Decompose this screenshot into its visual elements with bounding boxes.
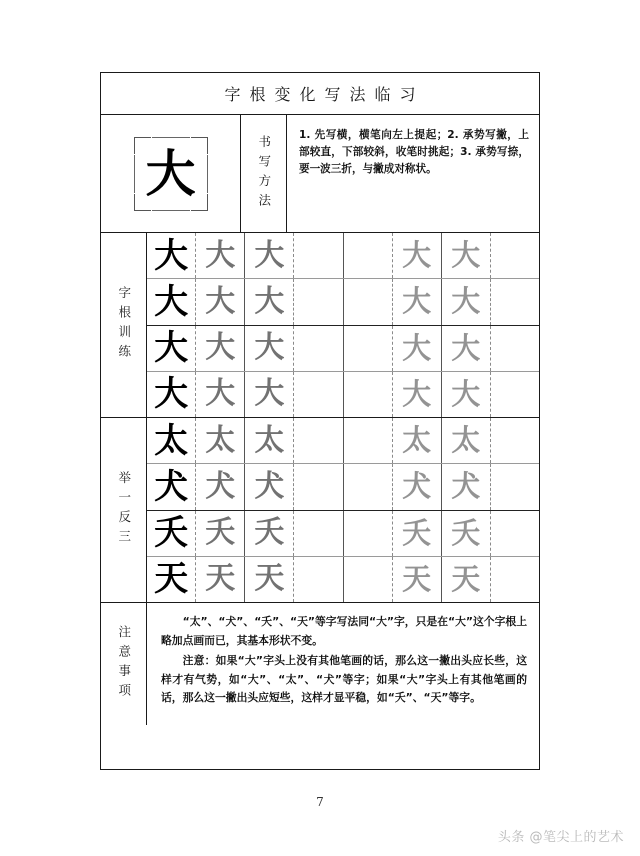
- practice-cell[interactable]: [294, 557, 343, 602]
- practice-cell[interactable]: [344, 557, 393, 602]
- practice-cell[interactable]: [294, 418, 343, 463]
- practice-cell[interactable]: [393, 557, 442, 602]
- practice-cell[interactable]: [245, 279, 294, 324]
- practice-character: 天: [154, 559, 189, 600]
- practice-row: [147, 372, 539, 417]
- practice-cell[interactable]: [491, 372, 539, 417]
- practice-cell[interactable]: [196, 464, 245, 509]
- practice-character: 大: [154, 281, 189, 322]
- practice-character: 犬: [154, 466, 189, 507]
- practice-character: 大: [451, 330, 481, 365]
- practice-cell[interactable]: [393, 511, 442, 556]
- practice-cell[interactable]: [491, 233, 539, 278]
- practice-character: 犬: [254, 468, 285, 504]
- notes-label: 注意事项: [116, 625, 132, 703]
- practice-character: 夭: [205, 515, 236, 551]
- practice-cell[interactable]: [344, 279, 393, 324]
- practice-cell[interactable]: [491, 418, 539, 463]
- practice-cell[interactable]: [294, 233, 343, 278]
- practice-row: [147, 233, 539, 279]
- practice-row: [147, 326, 539, 372]
- writing-method-label-cell: [241, 115, 287, 232]
- practice-character: 大: [154, 235, 189, 276]
- practice-character: 大: [205, 283, 236, 319]
- page-number: 7: [316, 795, 324, 809]
- practice-character: 犬: [402, 469, 432, 504]
- practice-cell[interactable]: [245, 418, 294, 463]
- notes-body: [147, 603, 539, 725]
- practice-cell[interactable]: [491, 279, 539, 324]
- practice-cell[interactable]: [491, 557, 539, 602]
- practice-character: 大: [154, 328, 189, 369]
- practice-cell[interactable]: [147, 511, 196, 556]
- worksheet-title-row: [101, 73, 539, 115]
- practice-cell[interactable]: [344, 464, 393, 509]
- watermark: 头条 @笔尖上的艺术: [497, 830, 624, 845]
- practice-cell[interactable]: [393, 418, 442, 463]
- practice-character: 太: [154, 420, 189, 461]
- practice-cell[interactable]: [442, 233, 491, 278]
- writing-method-text: 1. 先写横，横笔向左上提起；2. 承势写撇，上部较直，下部较斜，收笔时挑起；3. 承势写捺，要一波三折，与撇成对称状。: [299, 129, 529, 176]
- practice-character: 天: [254, 561, 285, 597]
- practice-cell[interactable]: [491, 511, 539, 556]
- notes-paragraph: “太”、“犬”、“夭”、“天”等字写法同“大”字，只是在“大”这个字根上略加点画而已，其基本形状不变。: [161, 615, 527, 647]
- practice-cell[interactable]: [196, 279, 245, 324]
- page-title: 字根变化写法临习: [224, 85, 425, 104]
- practice-cell[interactable]: [245, 511, 294, 556]
- practice-cell[interactable]: [344, 511, 393, 556]
- practice-character: 大: [254, 237, 285, 273]
- practice-cell[interactable]: [245, 464, 294, 509]
- practice-cell[interactable]: [196, 372, 245, 417]
- writing-method-label: 书写方法: [256, 134, 272, 213]
- practice-character: 大: [154, 374, 189, 415]
- practice-character: 大: [205, 376, 236, 412]
- section-label-cell-0: [101, 233, 147, 417]
- notes-paragraph: 注意：如果“大”字头上没有其他笔画的话，那么这一撇出头应长些，这样才有气势，如“大”、“太”、“犬”等字；如果“大”字头上有其他笔画的话，那么这一撇出头应短些，这样才显平稳，如“夭”、“天”等字。: [161, 654, 527, 705]
- practice-grid-1: [147, 418, 539, 602]
- practice-character: 大: [254, 283, 285, 319]
- practice-character: 大: [254, 330, 285, 366]
- practice-cell[interactable]: [245, 233, 294, 278]
- practice-cell[interactable]: [294, 464, 343, 509]
- practice-character: 大: [451, 376, 481, 411]
- section-extended-practice: [101, 418, 539, 603]
- practice-character: 大: [402, 238, 432, 273]
- practice-cell[interactable]: [196, 418, 245, 463]
- practice-cell[interactable]: [294, 279, 343, 324]
- practice-character: 夭: [254, 515, 285, 551]
- practice-cell[interactable]: [442, 511, 491, 556]
- model-character-row: [101, 115, 539, 233]
- practice-character: 太: [205, 422, 236, 458]
- model-character-cell: [101, 115, 241, 232]
- practice-cell[interactable]: [344, 233, 393, 278]
- section-radical-training: [101, 233, 539, 418]
- section-label-cell-1: [101, 418, 147, 602]
- practice-cell[interactable]: [344, 418, 393, 463]
- practice-row: [147, 557, 539, 602]
- practice-cell[interactable]: [196, 557, 245, 602]
- practice-cell[interactable]: [147, 326, 196, 371]
- model-character-glyph: 大: [145, 143, 196, 203]
- practice-cell[interactable]: [196, 326, 245, 371]
- model-character-box: [134, 137, 208, 211]
- practice-cell[interactable]: [491, 326, 539, 371]
- practice-cell[interactable]: [442, 418, 491, 463]
- practice-character: 犬: [451, 469, 481, 504]
- practice-character: 大: [451, 238, 481, 273]
- practice-cell[interactable]: [147, 372, 196, 417]
- worksheet-table: [100, 72, 540, 770]
- practice-character: 太: [402, 423, 432, 458]
- practice-character: 夭: [154, 513, 189, 554]
- practice-cell[interactable]: [393, 279, 442, 324]
- practice-character: 夭: [402, 515, 432, 550]
- section-label-radical-training: 字根训练: [116, 286, 132, 364]
- practice-grid-0: [147, 233, 539, 417]
- practice-row: [147, 511, 539, 557]
- practice-cell[interactable]: [294, 326, 343, 371]
- practice-cell[interactable]: [442, 279, 491, 324]
- practice-cell[interactable]: [393, 464, 442, 509]
- practice-cell[interactable]: [245, 372, 294, 417]
- practice-row: [147, 464, 539, 510]
- practice-cell[interactable]: [442, 464, 491, 509]
- practice-cell[interactable]: [147, 464, 196, 509]
- practice-cell[interactable]: [294, 511, 343, 556]
- practice-character: 大: [451, 284, 481, 319]
- practice-row: [147, 279, 539, 325]
- practice-cell[interactable]: [344, 372, 393, 417]
- section-label-extended-practice: 举一反三: [116, 471, 132, 549]
- practice-character: 天: [451, 561, 481, 596]
- practice-cell[interactable]: [245, 557, 294, 602]
- practice-character: 大: [205, 237, 236, 273]
- practice-character: 太: [254, 422, 285, 458]
- practice-character: 大: [205, 330, 236, 366]
- section-notes: [101, 603, 539, 725]
- writing-method-text-cell: [287, 115, 539, 232]
- practice-character: 大: [254, 376, 285, 412]
- practice-character: 大: [402, 376, 432, 411]
- practice-character: 太: [451, 423, 481, 458]
- practice-cell[interactable]: [147, 279, 196, 324]
- practice-character: 天: [402, 561, 432, 596]
- practice-cell[interactable]: [294, 372, 343, 417]
- practice-cell[interactable]: [147, 557, 196, 602]
- practice-character: 大: [402, 330, 432, 365]
- practice-cell[interactable]: [442, 372, 491, 417]
- practice-character: 天: [205, 561, 236, 597]
- practice-cell[interactable]: [442, 557, 491, 602]
- practice-character: 犬: [205, 468, 236, 504]
- practice-cell[interactable]: [245, 326, 294, 371]
- practice-cell[interactable]: [393, 233, 442, 278]
- practice-cell[interactable]: [196, 511, 245, 556]
- practice-cell[interactable]: [393, 326, 442, 371]
- practice-cell[interactable]: [491, 464, 539, 509]
- practice-cell[interactable]: [393, 372, 442, 417]
- practice-character: 大: [402, 284, 432, 319]
- practice-cell[interactable]: [147, 233, 196, 278]
- notes-label-cell: [101, 603, 147, 725]
- practice-cell[interactable]: [196, 233, 245, 278]
- practice-character: 夭: [451, 515, 481, 550]
- practice-cell[interactable]: [344, 326, 393, 371]
- practice-row: [147, 418, 539, 464]
- practice-cell[interactable]: [442, 326, 491, 371]
- practice-cell[interactable]: [147, 418, 196, 463]
